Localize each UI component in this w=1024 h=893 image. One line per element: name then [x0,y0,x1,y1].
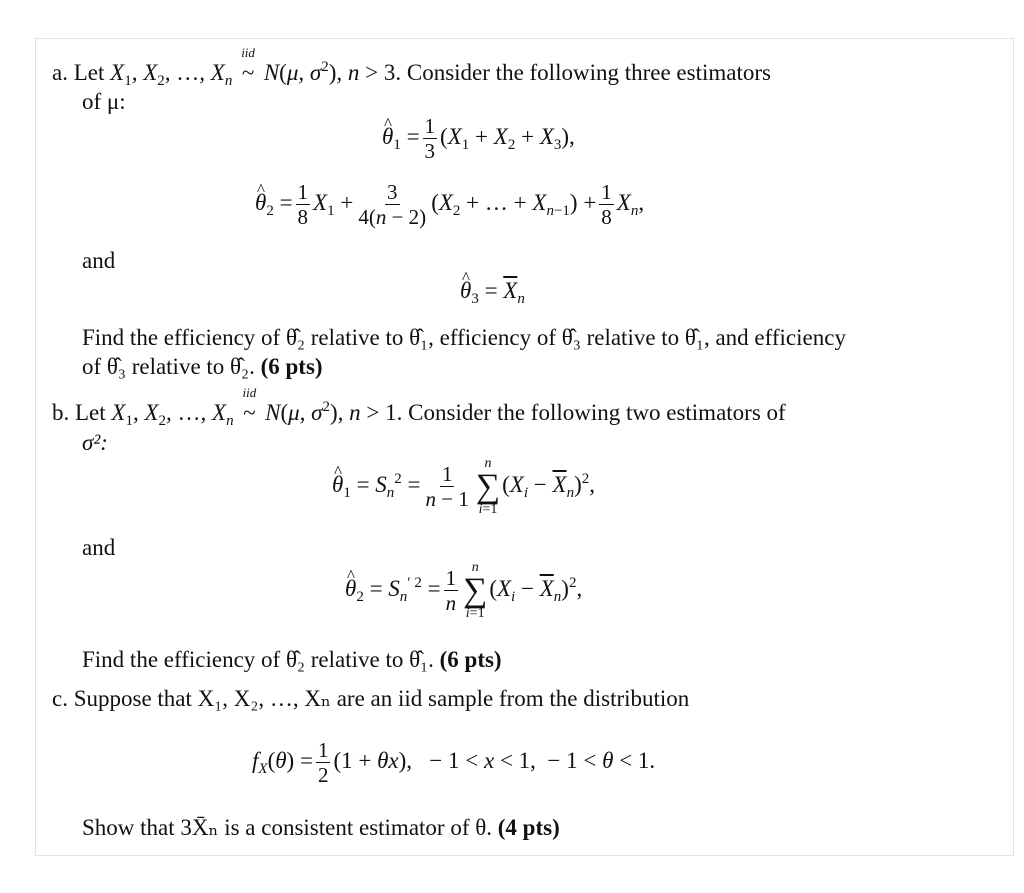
part-b-sigma2: σ²: [82,430,108,455]
part-c-text: Suppose that X₁, X₂, …, Xₙ are an iid sample from the distribution [73,686,690,711]
part-b-and: and [82,535,116,560]
part-b-line1 [52,385,786,429]
part-b-points: (6 pts) [439,647,502,672]
part-a-find-line2 [82,354,323,380]
theta2-equation: ^ $\theta_2$ = $\frac{1}{8}$ $X_1$ + $\frac{3}{4(n - 2)}$ ($X_2$ + … + $X_{n-1}$) + $\frac{1}{8}$ $X_n$, [255,178,644,229]
part-a-of-mu: of μ: [82,89,126,114]
part-a-let: Let [73,60,105,85]
part-c-line1 [52,686,689,712]
part-b-let: Let [75,400,106,425]
theta3-equation: ^ $\theta_3 = \overline{X}_n$ [460,278,525,304]
theta2-variance-equation: ^ $\theta_2 = S_n^{' 2}$ = $\frac{1}{n}$ n ∑ i=1 $(X_i - \overline{X}_n)^2$, [345,556,582,622]
part-a-find: Find the efficiency of θ̂₂ relative to θ̂₁, efficiency of θ̂₃ relative to θ̂₁, and efficiency [82,325,846,350]
density-equation: $f_X(\theta)$ = $\frac{1}{2}$ (1 + θx), − 1 < x < 1, − 1 < θ < 1. [252,738,656,788]
part-b-sample-formula: $X_1$, $X_2$, …, $X_n$ iid ~ N(μ, $\sigma^2$), n > 1. [111,385,403,429]
part-a-points: (6 pts) [260,354,323,379]
part-b-find-line [82,647,502,673]
part-a-consider: Consider the following three estimators [406,60,771,85]
part-a-label: a. [52,60,68,85]
part-b-find: Find the efficiency of θ̂₂ relative to θ̂₁. [82,647,434,672]
theta1-equation: ^ $\theta_1$ = $\frac{1}{3}$ $(X_1 + X_2 + X_3)$, [382,112,575,163]
part-c-show: Show that 3X̄ₙ is a consistent estimator of θ. [82,815,493,840]
theta1-variance-equation: ^ $\theta_1 = S_n^2$ = $\frac{1}{n - 1}$ n ∑ i=1 $(X_i - \overline{X}_n)^2$, [332,452,595,518]
part-a-line1 [52,45,771,89]
part-b-label: b. [52,400,70,425]
part-b-consider: Consider the following two estimators of [408,400,786,425]
part-c-points: (4 pts) [497,815,560,840]
part-a-find-text2: of θ̂₃ relative to θ̂₂. [82,354,255,379]
part-a-sample-formula: $X_1$, $X_2$, …, $X_n$ iid ~ N(μ, $\sigma^2$), n > 3. [110,45,402,89]
part-a-and: and [82,248,116,273]
part-c-label: c. [52,686,68,711]
part-c-show-line [82,815,560,841]
